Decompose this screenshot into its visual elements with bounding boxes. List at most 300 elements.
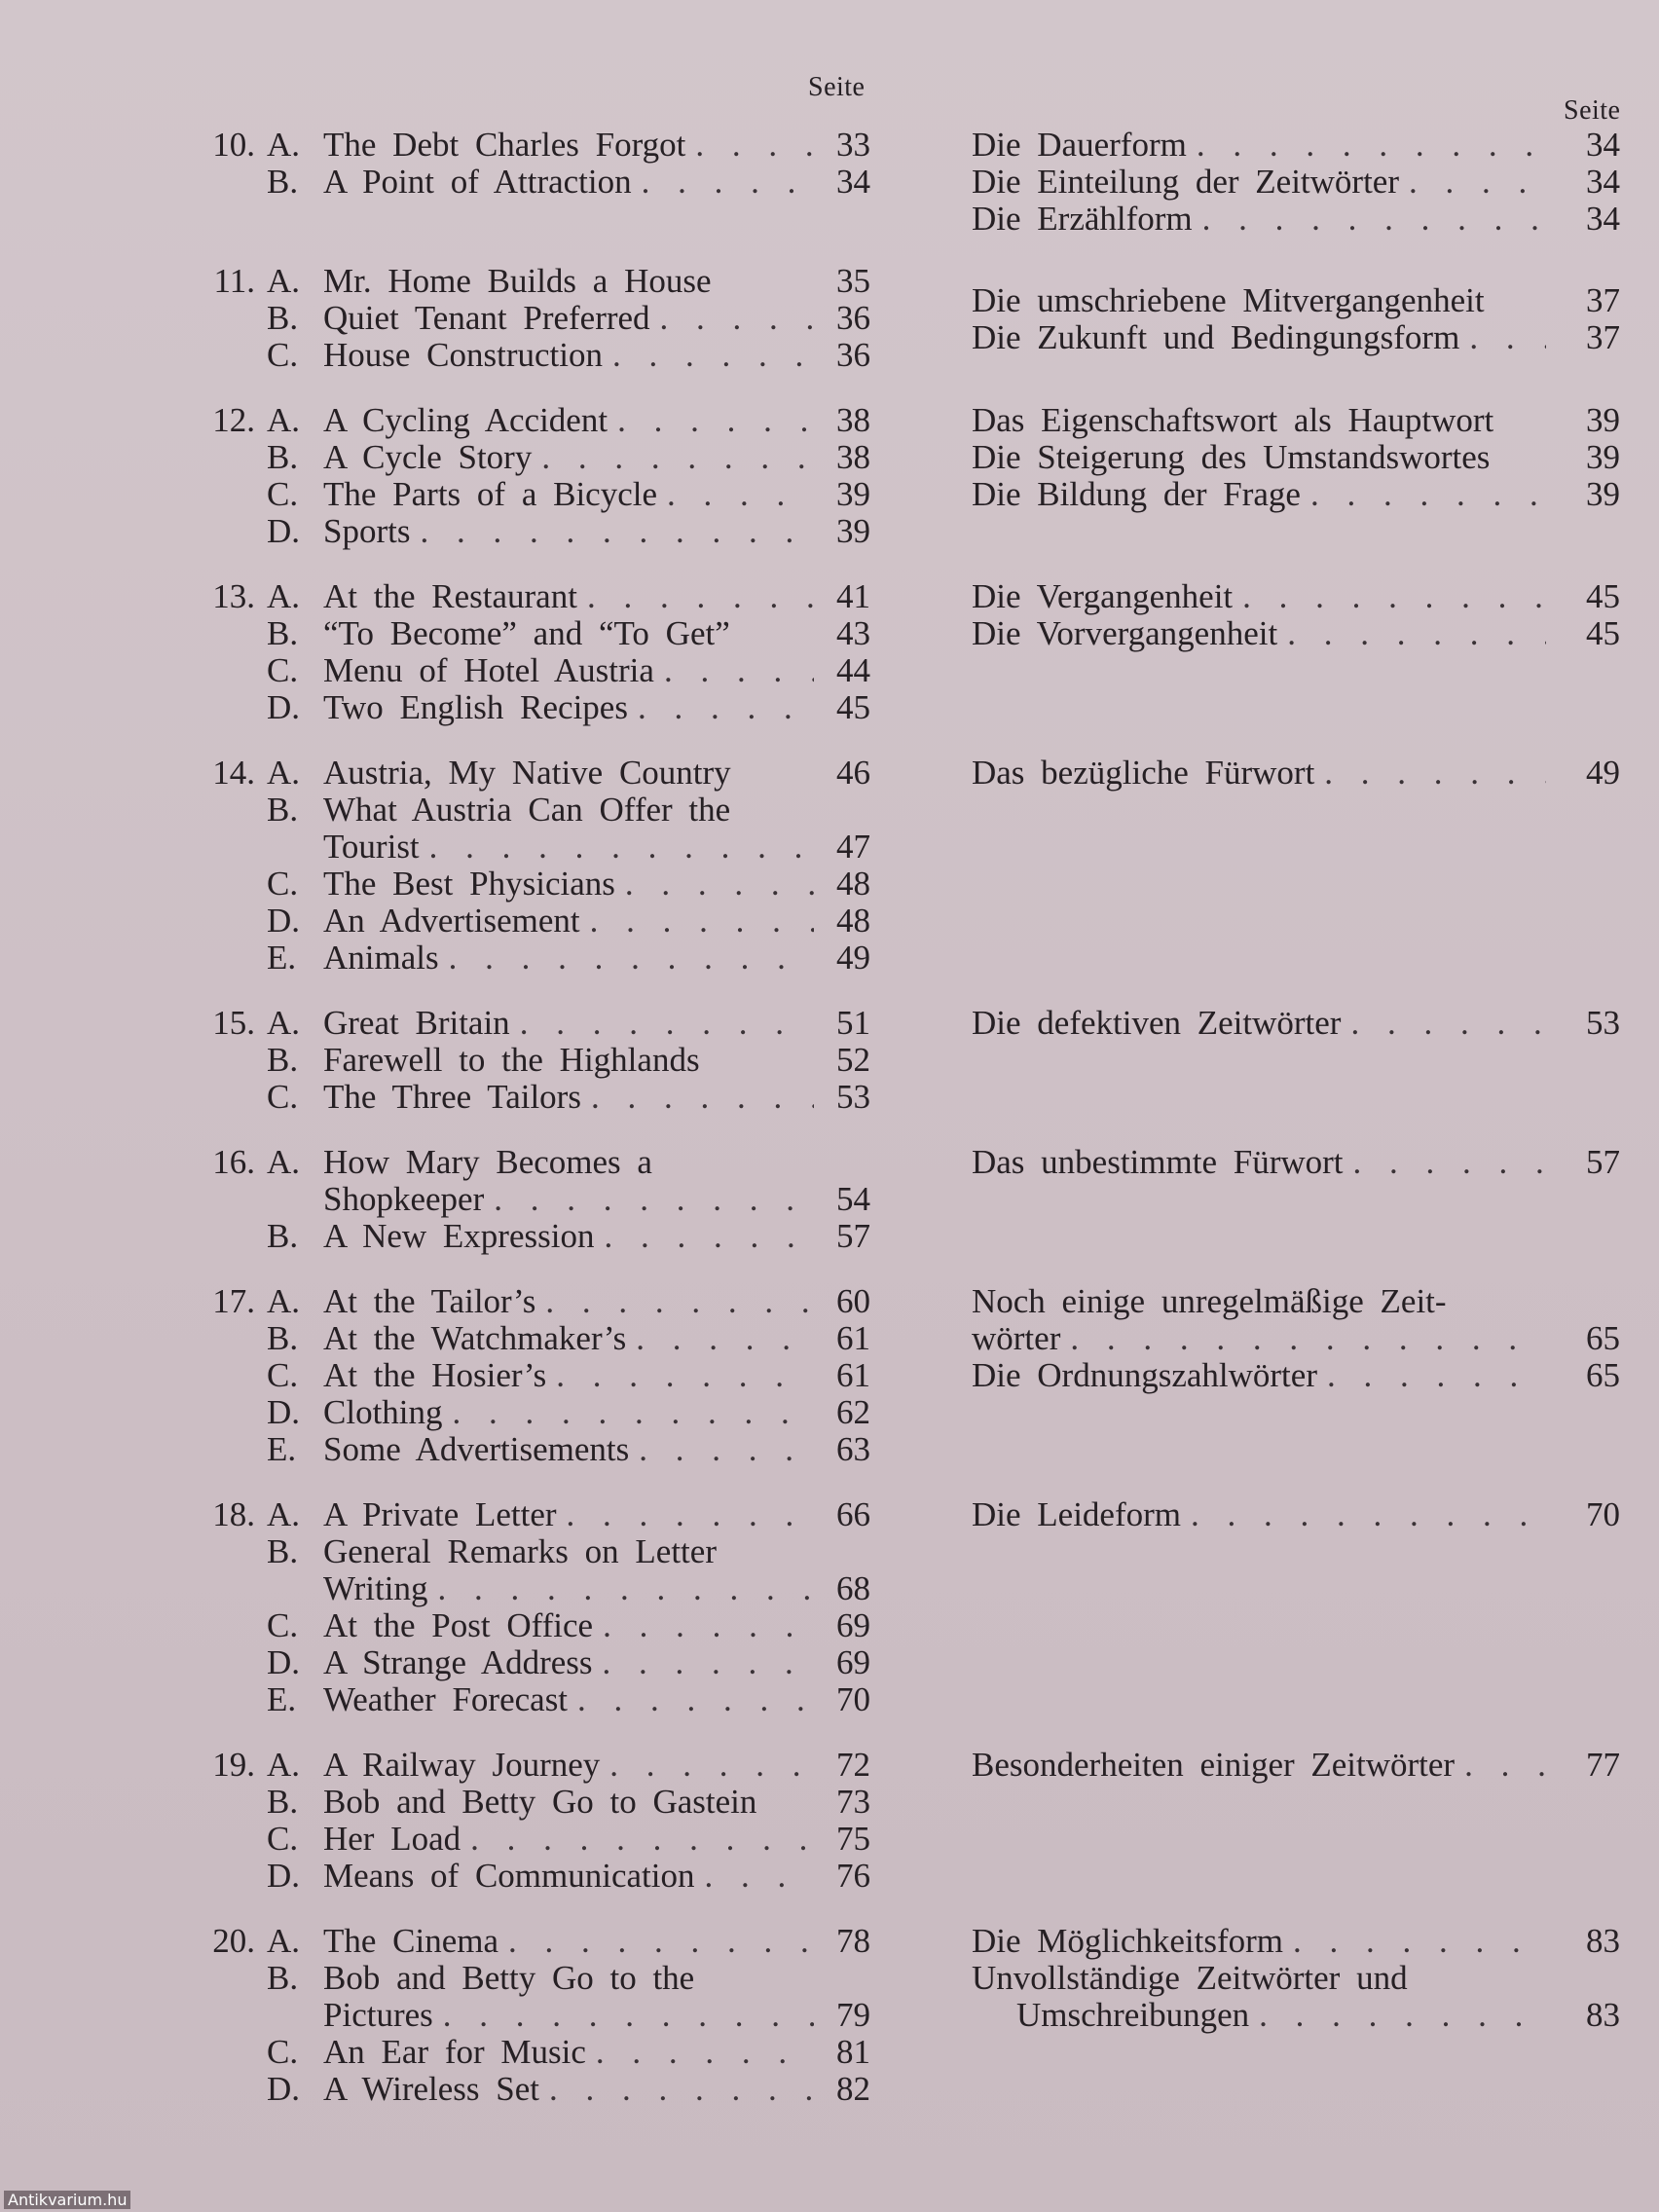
- page-number: 35: [836, 262, 870, 300]
- entry-title: Tourist: [323, 828, 420, 866]
- entry-title: Die defektiven Zeitwörter: [972, 1004, 1342, 1042]
- entry-title-wrap: [323, 2071, 820, 2108]
- entry-title-wrap: [323, 1042, 820, 1079]
- dot-leader: [705, 1858, 814, 1895]
- entry-title: General Remarks on Letter: [323, 1532, 717, 1570]
- entry-title: The Parts of a Bicycle: [323, 475, 658, 513]
- page-number: 43: [836, 614, 870, 652]
- page-number: 38: [836, 438, 870, 476]
- section-letter: B.: [267, 1319, 299, 1357]
- entry-title: Die Ordnungszahlwörter: [972, 1356, 1317, 1394]
- dot-leader: [1202, 201, 1546, 238]
- dot-leader: [642, 164, 814, 201]
- entry-title-wrap: [323, 1283, 820, 1320]
- toc-lesson-entry: [201, 689, 882, 726]
- page-number: 51: [836, 1004, 870, 1042]
- entry-title: Die Einteilung der Zeitwörter: [972, 163, 1399, 201]
- dot-leader: [1197, 127, 1546, 164]
- entry-title: Das bezügliche Fürwort: [972, 754, 1315, 792]
- toc-lesson-entry: [201, 476, 882, 513]
- toc-lesson-entry: [201, 402, 882, 439]
- toc-lesson-entry: [201, 866, 882, 903]
- entry-title-wrap: [323, 940, 820, 977]
- entry-title: Clothing: [323, 1393, 443, 1431]
- entry-title-wrap: [323, 1218, 820, 1255]
- entry-title: A Wireless Set: [323, 2070, 539, 2108]
- entry-title: Das Eigenschaftswort als Hauptwort: [972, 401, 1494, 439]
- page-number: 70: [836, 1680, 870, 1718]
- entry-title-wrap: [323, 1144, 820, 1181]
- entry-title-wrap: [323, 1747, 820, 1784]
- page-number: 41: [836, 577, 870, 615]
- page-number: 73: [836, 1783, 870, 1821]
- page-number: 66: [836, 1495, 870, 1533]
- page-number: 39: [836, 475, 870, 513]
- entry-title-wrap: [323, 1570, 820, 1607]
- dot-leader: [1293, 1923, 1546, 1960]
- toc-lesson-entry: [201, 2071, 882, 2108]
- entry-title-wrap: [972, 1144, 1552, 1181]
- dot-leader: [453, 1394, 814, 1431]
- page-number: 79: [836, 1996, 870, 2034]
- section-letter: A.: [267, 1282, 301, 1320]
- toc-lesson-entry: [201, 792, 882, 829]
- toc-lesson-entry: [201, 337, 882, 374]
- entry-title: Her Load: [323, 1820, 461, 1858]
- section-letter: B.: [267, 1959, 299, 1997]
- entry-title: Die Dauerform: [972, 126, 1187, 164]
- page-number: 57: [1586, 1143, 1620, 1181]
- section-letter: D.: [267, 1393, 301, 1431]
- page-number: 39: [1586, 475, 1620, 513]
- toc-grammar-entry: [972, 476, 1620, 513]
- entry-title: Bob and Betty Go to the: [323, 1959, 695, 1997]
- toc-grammar-entry: [972, 1005, 1620, 1042]
- entry-title-wrap: [323, 127, 820, 164]
- page-number: 49: [836, 939, 870, 977]
- toc-lesson-entry: [201, 1644, 882, 1681]
- page-number: 44: [836, 651, 870, 689]
- entry-title-wrap: [323, 792, 820, 829]
- dot-leader: [591, 1079, 814, 1116]
- toc-lesson-entry: [201, 903, 882, 940]
- section-letter: A.: [267, 1922, 301, 1960]
- toc-lesson-entry: [201, 1858, 882, 1895]
- entry-title-wrap: [323, 402, 820, 439]
- toc-lesson-entry: [201, 615, 882, 652]
- page-number: 81: [836, 2033, 870, 2071]
- toc-grammar-entry: [972, 1960, 1620, 1997]
- entry-title-wrap: [323, 476, 820, 513]
- entry-title-wrap: [323, 1181, 820, 1218]
- page-number: 33: [836, 126, 870, 164]
- entry-title: Shopkeeper: [323, 1180, 485, 1218]
- section-letter: C.: [267, 1078, 299, 1116]
- toc-lesson-entry: [201, 164, 882, 201]
- page-number: 75: [836, 1820, 870, 1858]
- toc-lesson-entry: [201, 1607, 882, 1644]
- section-letter: B.: [267, 163, 299, 201]
- section-letter: C.: [267, 475, 299, 513]
- toc-lesson-entry: [201, 1960, 882, 1997]
- entry-title: Some Advertisements: [323, 1430, 630, 1468]
- entry-title: Bob and Betty Go to Gastein: [323, 1783, 757, 1821]
- page-number: 47: [836, 828, 870, 866]
- page-number: 78: [836, 1922, 870, 1960]
- page-number: 54: [836, 1180, 870, 1218]
- toc-lesson-entry: [201, 940, 882, 977]
- entry-title-wrap: [323, 1923, 820, 1960]
- entry-title-wrap: [972, 164, 1552, 201]
- section-letter: A.: [267, 1143, 301, 1181]
- entry-title-wrap: [972, 319, 1552, 356]
- section-letter: C.: [267, 1820, 299, 1858]
- toc-lesson-entry: [201, 1357, 882, 1394]
- page-number: 34: [836, 163, 870, 201]
- toc-grammar-entry: [972, 127, 1620, 164]
- section-letter: B.: [267, 299, 299, 337]
- toc-lesson-entry: [201, 1394, 882, 1431]
- entry-title-wrap: [323, 1997, 820, 2034]
- dot-leader: [567, 1496, 814, 1533]
- dot-leader: [1409, 164, 1546, 201]
- entry-title-wrap: [323, 1431, 820, 1468]
- dot-leader: [443, 1997, 814, 2034]
- toc-grammar-entry: [972, 578, 1620, 615]
- entry-title-wrap: [972, 615, 1552, 652]
- lesson-number: 13.: [212, 577, 255, 615]
- toc-lesson-entry: [201, 439, 882, 476]
- page-number: 53: [1586, 1004, 1620, 1042]
- page-number: 34: [1586, 126, 1620, 164]
- toc-lesson-entry: [201, 1144, 882, 1181]
- entry-title-wrap: [323, 2034, 820, 2071]
- entry-title: Die Steigerung des Umstandswortes: [972, 438, 1491, 476]
- entry-title: A Railway Journey: [323, 1746, 601, 1784]
- section-letter: A.: [267, 401, 301, 439]
- page-number: 39: [1586, 401, 1620, 439]
- page-number: 57: [836, 1217, 870, 1255]
- section-letter: A.: [267, 1495, 301, 1533]
- section-letter: A.: [267, 262, 301, 300]
- lesson-number: 17.: [212, 1282, 255, 1320]
- toc-grammar-entry: [972, 1357, 1620, 1394]
- toc-grammar-entry: [972, 282, 1620, 319]
- toc-lesson-entry: [201, 829, 882, 866]
- entry-title: At the Watchmaker’s: [323, 1319, 627, 1357]
- toc-lesson-entry: [201, 1496, 882, 1533]
- entry-title-wrap: [972, 1283, 1552, 1320]
- entry-title: An Ear for Music: [323, 2033, 586, 2071]
- entry-title-wrap: [972, 201, 1552, 238]
- dot-leader: [556, 1357, 814, 1394]
- page-number: 45: [1586, 577, 1620, 615]
- toc-lesson-entry: [201, 1821, 882, 1858]
- entry-title-wrap: [323, 615, 820, 652]
- page-number: 83: [1586, 1922, 1620, 1960]
- section-letter: B.: [267, 438, 299, 476]
- dot-leader: [1259, 1997, 1546, 2034]
- dot-leader: [609, 1747, 814, 1784]
- page-number: 61: [836, 1356, 870, 1394]
- page-number: 65: [1586, 1319, 1620, 1357]
- page-number: 49: [1586, 754, 1620, 792]
- entry-title: Farewell to the Highlands: [323, 1041, 700, 1079]
- dot-leader: [429, 829, 814, 866]
- page-number: 62: [836, 1393, 870, 1431]
- entry-title-wrap: [972, 1960, 1552, 1997]
- page-number: 53: [836, 1078, 870, 1116]
- dot-leader: [1353, 1144, 1546, 1181]
- entry-title: Austria, My Native Country: [323, 754, 731, 792]
- lesson-number: 18.: [212, 1495, 255, 1533]
- entry-title: Umschreibungen: [1016, 1996, 1250, 2034]
- toc-lesson-entry: [201, 1570, 882, 1607]
- entry-title: A New Expression: [323, 1217, 595, 1255]
- page-number: 52: [836, 1041, 870, 1079]
- page-column-header-right: Seite: [1564, 95, 1621, 126]
- dot-leader: [1350, 1005, 1546, 1042]
- entry-title: Pictures: [323, 1996, 433, 2034]
- entry-title-wrap: [323, 652, 820, 689]
- entry-title: Quiet Tenant Preferred: [323, 299, 650, 337]
- page-number: 68: [836, 1569, 870, 1607]
- lesson-number: 12.: [212, 401, 255, 439]
- dot-leader: [1191, 1496, 1546, 1533]
- dot-leader: [617, 402, 814, 439]
- watermark: Antikvarium.hu: [4, 2191, 130, 2209]
- toc-lesson-entry: [201, 1747, 882, 1784]
- entry-title-wrap: [972, 578, 1552, 615]
- entry-title: Animals: [323, 939, 439, 977]
- entry-title-wrap: [972, 1357, 1552, 1394]
- page-number: 83: [1586, 1996, 1620, 2034]
- section-letter: A.: [267, 126, 301, 164]
- section-letter: A.: [267, 1004, 301, 1042]
- entry-title: Means of Communication: [323, 1857, 695, 1895]
- entry-title: Die Vorvergangenheit: [972, 614, 1278, 652]
- toc-lesson-entry: [201, 1431, 882, 1468]
- entry-title-wrap: [323, 513, 820, 550]
- entry-title: A Cycle Story: [323, 438, 533, 476]
- dot-leader: [612, 337, 814, 374]
- section-letter: B.: [267, 791, 299, 829]
- dot-leader: [625, 866, 814, 903]
- entry-title: The Three Tailors: [323, 1078, 581, 1116]
- toc-grammar-entry: [972, 402, 1620, 439]
- dot-leader: [636, 1320, 814, 1357]
- dot-leader: [695, 127, 814, 164]
- entry-title-wrap: [323, 1533, 820, 1570]
- page-number: 63: [836, 1430, 870, 1468]
- entry-title: Great Britain: [323, 1004, 510, 1042]
- page-number: 77: [1586, 1746, 1620, 1784]
- entry-title-wrap: [972, 439, 1552, 476]
- entry-title-wrap: [972, 755, 1552, 792]
- toc-grammar-entry: [972, 615, 1620, 652]
- page-number: 39: [836, 512, 870, 550]
- toc-grammar-entry: [972, 1923, 1620, 1960]
- dot-leader: [508, 1923, 814, 1960]
- toc-lesson-entry: [201, 300, 882, 337]
- entry-title-wrap: [323, 1821, 820, 1858]
- entry-title: A Cycling Accident: [323, 401, 608, 439]
- section-letter: C.: [267, 865, 299, 903]
- entry-title-wrap: [972, 1747, 1552, 1784]
- toc-grammar-entry: [972, 755, 1620, 792]
- toc-lesson-entry: [201, 1283, 882, 1320]
- entry-title-wrap: [323, 829, 820, 866]
- section-letter: D.: [267, 512, 301, 550]
- toc-lesson-entry: [201, 1181, 882, 1218]
- entry-title-wrap: [323, 1005, 820, 1042]
- page-number: 34: [1586, 200, 1620, 238]
- entry-title-wrap: [323, 578, 820, 615]
- entry-title: wörter: [972, 1319, 1061, 1357]
- entry-title-wrap: [972, 1005, 1552, 1042]
- lesson-number: 19.: [212, 1746, 255, 1784]
- toc-lesson-entry: [201, 2034, 882, 2071]
- section-letter: E.: [267, 939, 297, 977]
- toc-lesson-entry: [201, 1997, 882, 2034]
- toc-grammar-entry: [972, 319, 1620, 356]
- dot-leader: [437, 1570, 814, 1607]
- lesson-number: 14.: [212, 754, 255, 792]
- entry-title: What Austria Can Offer the: [323, 791, 731, 829]
- section-letter: A.: [267, 754, 301, 792]
- page-number: 61: [836, 1319, 870, 1357]
- page-number: 46: [836, 754, 870, 792]
- dot-leader: [494, 1181, 814, 1218]
- entry-title: Noch einige unregelmäßige Zeit-: [972, 1282, 1447, 1320]
- section-letter: C.: [267, 651, 299, 689]
- entry-title-wrap: [323, 439, 820, 476]
- dot-leader: [449, 940, 814, 977]
- dot-leader: [596, 2034, 814, 2071]
- page-number: 76: [836, 1857, 870, 1895]
- page-number: 65: [1586, 1356, 1620, 1394]
- dot-leader: [664, 652, 814, 689]
- entry-title-wrap: [323, 1496, 820, 1533]
- page-number: 60: [836, 1282, 870, 1320]
- page-number: 36: [836, 299, 870, 337]
- entry-title-wrap: [323, 755, 820, 792]
- entry-title: Two English Recipes: [323, 688, 628, 726]
- toc-lesson-entry: [201, 578, 882, 615]
- section-letter: D.: [267, 688, 301, 726]
- dot-leader: [541, 439, 814, 476]
- entry-title-wrap: [972, 1923, 1552, 1960]
- entry-title: Menu of Hotel Austria: [323, 651, 654, 689]
- entry-title-wrap: [323, 1079, 820, 1116]
- entry-title: The Debt Charles Forgot: [323, 126, 686, 164]
- dot-leader: [1327, 1357, 1546, 1394]
- page-column-header-left: Seite: [808, 72, 866, 102]
- dot-leader: [1469, 319, 1546, 356]
- dot-leader: [638, 689, 814, 726]
- page-number: 39: [1586, 438, 1620, 476]
- entry-title-wrap: [972, 402, 1552, 439]
- section-letter: B.: [267, 614, 299, 652]
- dot-leader: [587, 578, 814, 615]
- toc-lesson-entry: [201, 1079, 882, 1116]
- entry-title: Die Möglichkeitsform: [972, 1922, 1284, 1960]
- entry-title: Weather Forecast: [323, 1680, 569, 1718]
- page-number: 69: [836, 1606, 870, 1644]
- dot-leader: [660, 300, 814, 337]
- entry-title-wrap: [972, 127, 1552, 164]
- section-letter: A.: [267, 577, 301, 615]
- page-number: 34: [1586, 163, 1620, 201]
- page-number: 36: [836, 336, 870, 374]
- entry-title: Besonderheiten einiger Zeitwörter: [972, 1746, 1456, 1784]
- entry-title: The Best Physicians: [323, 865, 615, 903]
- entry-title-wrap: [323, 1858, 820, 1895]
- entry-title: The Cinema: [323, 1922, 499, 1960]
- dot-leader: [639, 1431, 814, 1468]
- page-number: 37: [1586, 281, 1620, 319]
- entry-title-wrap: [323, 1394, 820, 1431]
- dot-leader: [1287, 615, 1546, 652]
- dot-leader: [667, 476, 814, 513]
- dot-leader: [603, 1607, 814, 1644]
- entry-title-wrap: [972, 1496, 1552, 1533]
- toc-grammar-entry: [972, 164, 1620, 201]
- entry-title-wrap: [972, 1320, 1552, 1357]
- toc-grammar-entry: [972, 1997, 1620, 2034]
- entry-title: Sports: [323, 512, 411, 550]
- lesson-number: 16.: [212, 1143, 255, 1181]
- toc-lesson-entry: [201, 1005, 882, 1042]
- section-letter: D.: [267, 2070, 301, 2108]
- page-number: 69: [836, 1643, 870, 1681]
- section-letter: E.: [267, 1680, 297, 1718]
- entry-title-wrap: [323, 300, 820, 337]
- dot-leader: [1310, 476, 1546, 513]
- entry-title-wrap: [323, 1681, 820, 1718]
- dot-leader: [420, 513, 814, 550]
- entry-title-wrap: [323, 866, 820, 903]
- entry-title: Die umschriebene Mitvergangenheit: [972, 281, 1485, 319]
- dot-leader: [520, 1005, 814, 1042]
- entry-title: Die Erzählform: [972, 200, 1193, 238]
- dot-leader: [604, 1218, 814, 1255]
- page-number: 48: [836, 902, 870, 940]
- entry-title-wrap: [323, 1644, 820, 1681]
- dot-leader: [1242, 578, 1546, 615]
- toc-grammar-entry: [972, 439, 1620, 476]
- toc-lesson-entry: [201, 1923, 882, 1960]
- entry-title-wrap: [972, 476, 1552, 513]
- entry-title: A Point of Attraction: [323, 163, 632, 201]
- entry-title: Die Leideform: [972, 1495, 1181, 1533]
- section-letter: C.: [267, 336, 299, 374]
- entry-title-wrap: [1016, 1997, 1552, 2034]
- entry-title-wrap: [972, 282, 1552, 319]
- page-number: 45: [836, 688, 870, 726]
- section-letter: C.: [267, 1606, 299, 1644]
- dot-leader: [577, 1681, 814, 1718]
- entry-title: House Construction: [323, 336, 604, 374]
- entry-title: Die Zukunft und Bedingungsform: [972, 318, 1460, 356]
- page-number: 70: [1586, 1495, 1620, 1533]
- entry-title-wrap: [323, 1357, 820, 1394]
- toc-grammar-entry: [972, 1283, 1620, 1320]
- dot-leader: [603, 1644, 814, 1681]
- toc-grammar-entry: [972, 1496, 1620, 1533]
- entry-title: Die Bildung der Frage: [972, 475, 1301, 513]
- entry-title: Unvollständige Zeitwörter und: [972, 1959, 1408, 1997]
